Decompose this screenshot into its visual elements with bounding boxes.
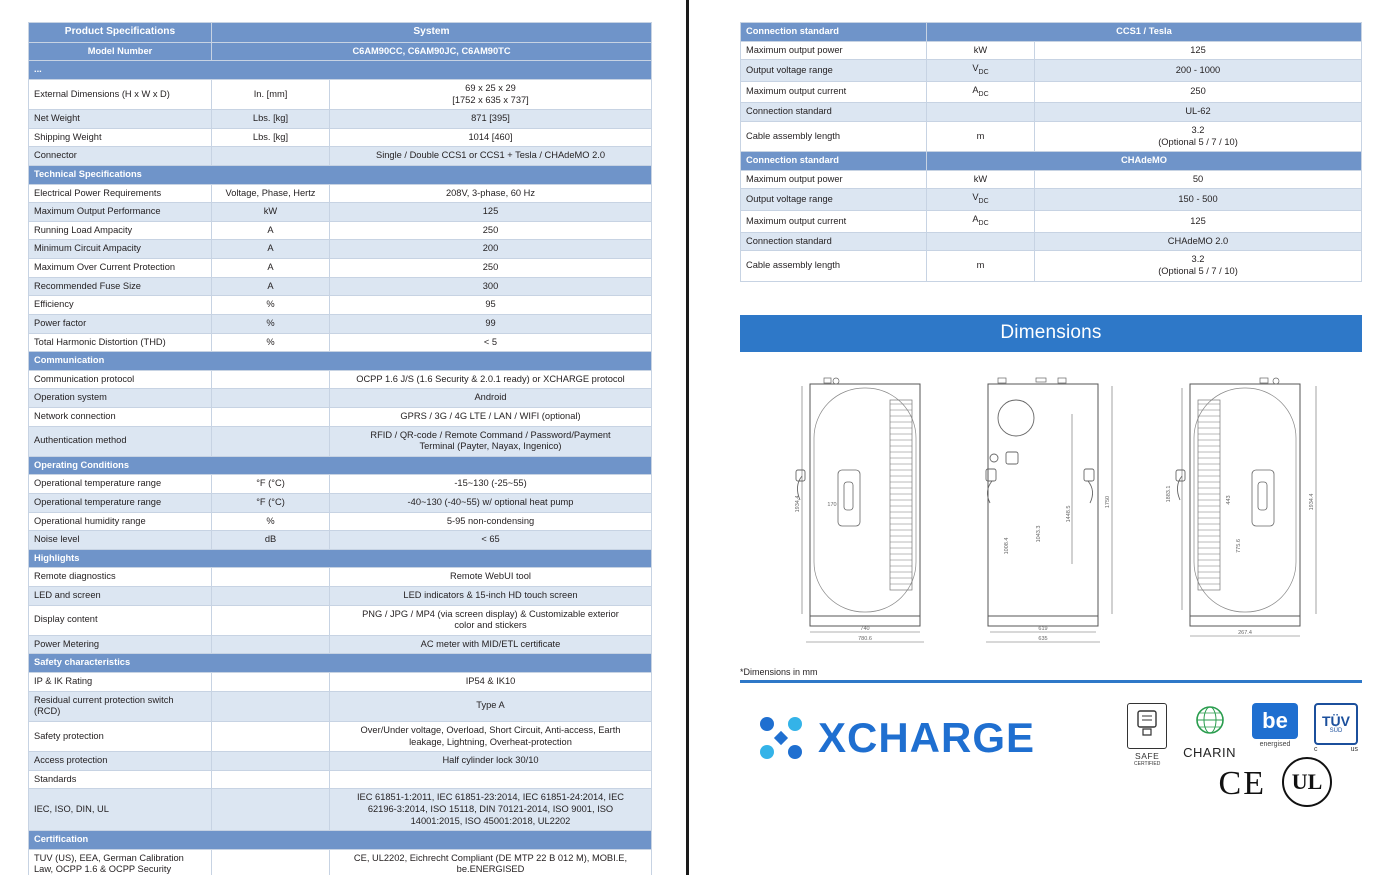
dimensions-note: *Dimensions in mm [740, 666, 818, 677]
row-unit: A [212, 240, 330, 259]
row-value: Half cylinder lock 30/10 [330, 752, 652, 771]
rear-height-c-label: 443 [1226, 494, 1232, 505]
section-title: Certification [29, 831, 652, 850]
table-row [29, 79, 652, 109]
page-divider [686, 0, 689, 875]
table-row [29, 426, 652, 456]
tuv-sud-icon [1314, 703, 1358, 745]
section-header-row [29, 831, 652, 850]
side-view-drawing [986, 378, 1112, 642]
connection-table-body [741, 23, 1362, 282]
tuv-cert [1314, 703, 1358, 753]
connection-header-row [741, 23, 1362, 42]
front-width-inner-label: 740 [860, 625, 870, 632]
row-value: GPRS / 3G / 4G LTE / LAN / WIFI (optional) [330, 407, 652, 426]
row-value: 200 - 1000 [1035, 60, 1362, 82]
table-row [29, 277, 652, 296]
row-value: RFID / QR-code / Remote Command / Password/Payment Terminal (Payter, Nayax, Ingenico) [330, 426, 652, 456]
section-header-row [29, 549, 652, 568]
row-label: Electrical Power Requirements [29, 184, 212, 203]
row-value: 99 [330, 314, 652, 333]
left-column [28, 22, 652, 875]
row-unit [927, 232, 1035, 251]
row-value: Over/Under voltage, Overload, Short Circuit, Anti-access, Earth leakage, Lightning, Overheat-protection [330, 721, 652, 751]
side-height-c-label: 1008.4 [1004, 537, 1010, 554]
row-unit: kW [927, 41, 1035, 60]
row-label: Maximum output power [741, 41, 927, 60]
row-label: Minimum Circuit Ampacity [29, 240, 212, 259]
row-value: 3.2 (Optional 5 / 7 / 10) [1035, 122, 1362, 152]
tuv-left-mark: c [1314, 745, 1318, 753]
table-row [29, 531, 652, 550]
section-title: Operating Conditions [29, 456, 652, 475]
row-unit: $V_{DC}$ [927, 60, 1035, 82]
row-label: Network connection [29, 407, 212, 426]
table-row [741, 211, 1362, 233]
row-value: 95 [330, 296, 652, 315]
table-row [29, 389, 652, 408]
row-value: 69 x 25 x 29 [1752 x 635 x 737] [330, 79, 652, 109]
row-unit: Lbs. [kg] [212, 128, 330, 147]
row-value: IP54 & IK10 [330, 673, 652, 692]
row-value: Single / Double CCS1 or CCS1 + Tesla / CHAdeMO 2.0 [330, 147, 652, 166]
row-label: Safety protection [29, 721, 212, 751]
row-value: < 5 [330, 333, 652, 352]
row-value: 200 [330, 240, 652, 259]
table-row [29, 635, 652, 654]
table-row [29, 370, 652, 389]
safe-subcaption: CERTIFIED [1134, 760, 1161, 767]
section-header-row [29, 654, 652, 673]
section-blank [29, 61, 652, 80]
row-label: Display content [29, 605, 212, 635]
ul-mark-icon: UL [1282, 757, 1332, 807]
row-label: Total Harmonic Distortion (THD) [29, 333, 212, 352]
table-row [29, 475, 652, 494]
be-energised-icon: be [1252, 703, 1298, 739]
row-label: LED and screen [29, 587, 212, 606]
row-value: 125 [1035, 211, 1362, 233]
header-product-specifications: Product Specifications [29, 23, 212, 43]
row-unit [212, 770, 330, 789]
header-model-number: Model Number [29, 42, 212, 61]
row-label: Operational temperature range [29, 493, 212, 512]
table-row [29, 259, 652, 278]
row-unit: A [212, 277, 330, 296]
side-width-outer-label: 635 [1038, 635, 1048, 642]
table-row [29, 770, 652, 789]
row-label: Access protection [29, 752, 212, 771]
row-unit: % [212, 314, 330, 333]
row-unit: % [212, 512, 330, 531]
table-row [29, 147, 652, 166]
row-unit: $A_{DC}$ [927, 211, 1035, 233]
row-label: Connection standard [741, 232, 927, 251]
row-value: 1014 [460] [330, 128, 652, 147]
table-row [29, 203, 652, 222]
row-label: Operation system [29, 389, 212, 408]
table-row [29, 128, 652, 147]
row-unit: m [927, 122, 1035, 152]
row-unit [212, 789, 330, 831]
row-value: IEC 61851-1:2011, IEC 61851-23:2014, IEC 61851-24:2014, IEC 62196-3:2014, ISO 15118, DIN 70121-2014, ISO 9001, ISO 14001:2015, ISO 45001:2018, UL2202 [330, 789, 652, 831]
footer [740, 697, 1362, 807]
row-unit: A [212, 259, 330, 278]
front-height-label: 1934.4 [795, 495, 801, 512]
table-row [29, 512, 652, 531]
row-unit: kW [212, 203, 330, 222]
brand-logo [758, 715, 1035, 761]
row-unit: m [927, 251, 1035, 281]
be-energised-subcaption: energised [1259, 740, 1291, 748]
section-title: Communication [29, 352, 652, 371]
charin-caption: CHARIN [1183, 744, 1236, 760]
row-label: Recommended Fuse Size [29, 277, 212, 296]
row-value: Type A [330, 691, 652, 721]
side-height-a-label: 1448.5 [1066, 505, 1072, 522]
row-label: Maximum Output Performance [29, 203, 212, 222]
connection-header-row [741, 152, 1362, 171]
table-row [29, 493, 652, 512]
tuv-caption: TÜV [1322, 712, 1350, 729]
ce-mark-icon: CE [1218, 764, 1266, 802]
table-row [29, 296, 652, 315]
row-unit [212, 426, 330, 456]
table-row [29, 673, 652, 692]
row-label: Noise level [29, 531, 212, 550]
right-column [740, 22, 1362, 807]
rear-view-drawing [1166, 378, 1316, 636]
row-label: Net Weight [29, 110, 212, 129]
row-unit [212, 389, 330, 408]
row-unit: $A_{DC}$ [927, 81, 1035, 103]
front-detail-label: 170 [827, 501, 837, 508]
table-row [29, 849, 652, 875]
charin-cert [1183, 703, 1236, 760]
row-value: 250 [330, 221, 652, 240]
side-width-inner-label: 619 [1038, 625, 1048, 632]
table-row [29, 605, 652, 635]
table-header-row-model [29, 42, 652, 61]
row-unit [212, 370, 330, 389]
header-system: System [212, 23, 652, 43]
row-value: Android [330, 389, 652, 408]
row-label: TUV (US), EEA, German Calibration Law, OCPP 1.6 & OCPP Security [29, 849, 212, 875]
table-row [741, 122, 1362, 152]
row-value: CHAdeMO 2.0 [1035, 232, 1362, 251]
table-row [741, 60, 1362, 82]
row-label: Maximum output current [741, 81, 927, 103]
charin-icon [1183, 703, 1236, 745]
dimension-drawings [740, 374, 1362, 677]
row-value: -15~130 (-25~55) [330, 475, 652, 494]
section-title: Highlights [29, 549, 652, 568]
row-label: Connection standard [741, 103, 927, 122]
side-height-total-label: 1750 [1105, 495, 1111, 508]
table-row [741, 170, 1362, 189]
table-row [29, 407, 652, 426]
row-unit: A [212, 221, 330, 240]
row-value: AC meter with MID/ETL certificate [330, 635, 652, 654]
xcharge-mark-icon [758, 715, 804, 761]
row-label: Cable assembly length [741, 122, 927, 152]
section-header-row [29, 456, 652, 475]
row-value: 208V, 3-phase, 60 Hz [330, 184, 652, 203]
row-unit: °F (°C) [212, 493, 330, 512]
brand-name: XCHARGE [818, 713, 1036, 761]
certification-marks [1127, 703, 1358, 767]
row-value: < 65 [330, 531, 652, 550]
row-label: Shipping Weight [29, 128, 212, 147]
table-row [741, 251, 1362, 281]
row-label: Authentication method [29, 426, 212, 456]
row-unit [212, 752, 330, 771]
connection-header-label: Connection standard [741, 23, 927, 42]
row-label: IEC, ISO, DIN, UL [29, 789, 212, 831]
table-row [29, 221, 652, 240]
rear-width-label: 267.4 [1238, 629, 1252, 636]
connection-header-value: CCS1 / Tesla [927, 23, 1362, 42]
row-unit: Lbs. [kg] [212, 110, 330, 129]
row-value: 300 [330, 277, 652, 296]
section-title: Safety characteristics [29, 654, 652, 673]
row-label: Residual current protection switch (RCD) [29, 691, 212, 721]
connection-header-label: Connection standard [741, 152, 927, 171]
row-unit [212, 407, 330, 426]
row-value: PNG / JPG / MP4 (via screen display) & Customizable exterior color and stickers [330, 605, 652, 635]
row-value: 125 [1035, 41, 1362, 60]
row-label: Efficiency [29, 296, 212, 315]
table-row [741, 81, 1362, 103]
row-label: Output voltage range [741, 189, 927, 211]
row-unit: % [212, 333, 330, 352]
row-value: 50 [1035, 170, 1362, 189]
row-unit [212, 721, 330, 751]
row-unit: In. [mm] [212, 79, 330, 109]
row-label: Communication protocol [29, 370, 212, 389]
table-row [29, 314, 652, 333]
row-value: 3.2 (Optional 5 / 7 / 10) [1035, 251, 1362, 281]
row-label: Remote diagnostics [29, 568, 212, 587]
table-header-row [29, 23, 652, 43]
connection-header-value: CHAdeMO [927, 152, 1362, 171]
row-label: External Dimensions (H x W x D) [29, 79, 212, 109]
safe-icon [1127, 703, 1167, 749]
row-unit: °F (°C) [212, 475, 330, 494]
table-row [29, 110, 652, 129]
table-row [29, 789, 652, 831]
row-unit [212, 849, 330, 875]
row-unit [212, 673, 330, 692]
row-label: Operational temperature range [29, 475, 212, 494]
row-value: CE, UL2202, Eichrecht Compliant (DE MTP 22 B 012 M), MOBI.E, be.ENERGISED [330, 849, 652, 875]
row-label: Running Load Ampacity [29, 221, 212, 240]
row-value [330, 770, 652, 789]
spec-table-body [29, 23, 652, 875]
section-title: Technical Specifications [29, 166, 652, 185]
row-value: 250 [1035, 81, 1362, 103]
row-value: LED indicators & 15-inch HD touch screen [330, 587, 652, 606]
row-label: Connector [29, 147, 212, 166]
row-unit: dB [212, 531, 330, 550]
safe-cert [1127, 703, 1167, 767]
row-unit [212, 605, 330, 635]
row-label: Output voltage range [741, 60, 927, 82]
rear-height-b-label: 775.6 [1236, 538, 1242, 553]
footer-rule [740, 680, 1362, 683]
row-label: Maximum output power [741, 170, 927, 189]
table-row [741, 103, 1362, 122]
table-row [741, 232, 1362, 251]
table-row [29, 587, 652, 606]
row-unit: Voltage, Phase, Hertz [212, 184, 330, 203]
section-header-row [29, 166, 652, 185]
table-row [29, 691, 652, 721]
row-label: Maximum Over Current Protection [29, 259, 212, 278]
row-unit [212, 635, 330, 654]
row-value: 5-95 non-condensing [330, 512, 652, 531]
table-row [29, 752, 652, 771]
row-value: OCPP 1.6 J/S (1.6 Security & 2.0.1 ready) or XCHARGE protocol [330, 370, 652, 389]
row-value: 250 [330, 259, 652, 278]
dimensions-banner: Dimensions [740, 315, 1362, 352]
row-unit [212, 587, 330, 606]
table-row [29, 721, 652, 751]
row-label: Cable assembly length [741, 251, 927, 281]
front-width-outer-label: 780.6 [858, 635, 872, 642]
connection-standard-table [740, 22, 1362, 282]
tuv-right-mark: us [1350, 745, 1358, 753]
table-row [29, 333, 652, 352]
table-row [29, 184, 652, 203]
row-value: 150 - 500 [1035, 189, 1362, 211]
row-value: 871 [395] [330, 110, 652, 129]
drawings-svg [740, 374, 1362, 654]
tuv-subcaption: SÜD [1329, 727, 1343, 734]
rear-height-a-label: 1934.4 [1309, 493, 1315, 510]
row-label: Power factor [29, 314, 212, 333]
row-unit [212, 147, 330, 166]
row-unit [927, 103, 1035, 122]
row-label: Maximum output current [741, 211, 927, 233]
header-model-values: C6AM90CC, C6AM90JC, C6AM90TC [212, 42, 652, 61]
section-header-row [29, 352, 652, 371]
safe-caption: SAFE [1135, 750, 1160, 761]
rear-height-total-label: 1883.1 [1166, 485, 1172, 502]
row-unit [212, 691, 330, 721]
row-unit: $V_{DC}$ [927, 189, 1035, 211]
row-value: 125 [330, 203, 652, 222]
row-unit: kW [927, 170, 1035, 189]
table-row [741, 41, 1362, 60]
side-height-b-label: 1043.3 [1036, 525, 1042, 542]
row-label: Standards [29, 770, 212, 789]
row-unit [212, 568, 330, 587]
row-label: Power Metering [29, 635, 212, 654]
row-unit: % [212, 296, 330, 315]
row-value: Remote WebUI tool [330, 568, 652, 587]
section-title-blank: ... [29, 61, 652, 80]
front-view-drawing [795, 378, 924, 642]
row-value: UL-62 [1035, 103, 1362, 122]
table-row [29, 240, 652, 259]
product-specifications-table [28, 22, 652, 875]
table-row [741, 189, 1362, 211]
row-label: IP & IK Rating [29, 673, 212, 692]
row-value: -40~130 (-40~55) w/ optional heat pump [330, 493, 652, 512]
be-energised-cert [1252, 703, 1298, 748]
table-row [29, 568, 652, 587]
row-label: Operational humidity range [29, 512, 212, 531]
